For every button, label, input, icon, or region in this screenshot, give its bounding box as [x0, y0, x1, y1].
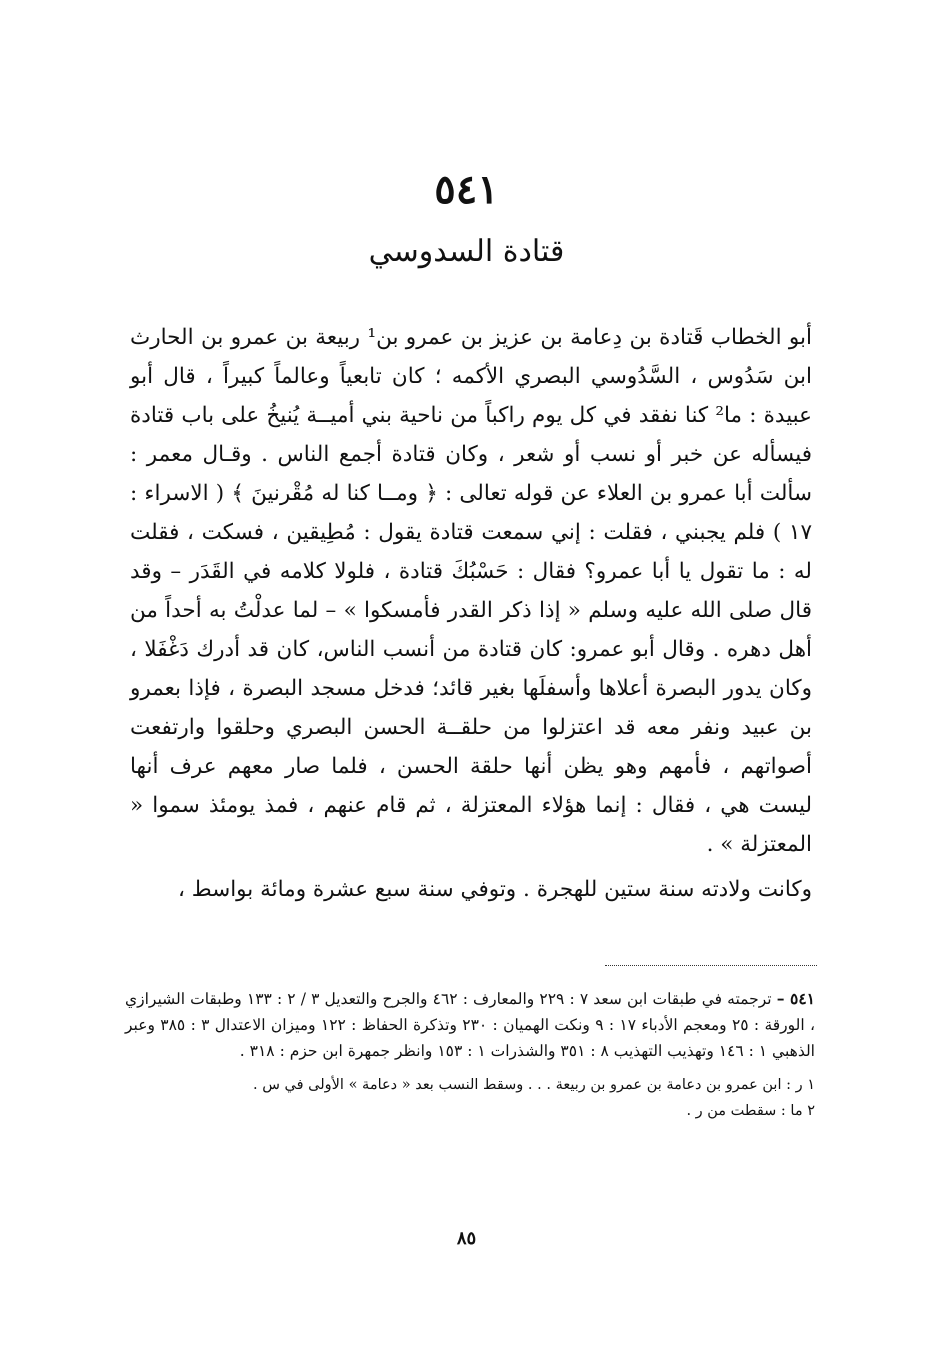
page-number: ٨٥ [456, 1228, 477, 1249]
biography-paragraph: أبو الخطاب قَتادة بن دِعامة بن عزيز بن عمرو بن¹ ربيعة بن عمرو بن الحارث ابن سَدُوس ، السَّدُوسي البصري الأكمه ؛ كان تابعياً وعالماً كبيراً ، قال أبو عبيدة : ما² كنا نفقد في كل يوم راكباً من ناحية بني أميــة يُنيخُ على باب قتادة فيسأله عن خبر أو نسب أو شعر ، وكان قتادة أجمع الناس . وقـال معمر : سألت أبا عمرو بن العلاء عن قوله تعالى : ﴿ ومــا كنا له مُقْرنينَ ﴾ ( الاسراء : ١٧ ) فلم يجبني ، فقلت : إني سمعت قتادة يقول : مُطِيقين ، فسكت ، فقلت له : ما تقول يا أبا عمرو؟ فقال : حَسْبُكَ قتادة ، فلولا كلامه في القَدَر – وقد قال صلى الله عليه وسلم « إذا ذكر القدر فأمسكوا » – لما عدلْتُ به أحداً من أهل دهره . وقال أبو عمرو: كان قتادة من أنسب الناس، كان قد أدرك دَغْفَلا ، وكان يدور البصرة أعلاها وأسفلَها بغير قائد؛ فدخل مسجد البصرة ، فإذا بعمرو بن عبيد ونفر معه قد اعتزلوا من حلقــة الحسن البصري وحلقوا وارتفعت أصواتهم ، فأمهم وهو يظن أنها حلقة الحسن ، فلما صار معهم عرف أنها ليست هي ، فقال : إنما هؤلاء المعتزلة ، ثم قام عنهم ، فمذ يومئذ سموا « المعتزلة » . [130, 325, 812, 857]
footnote-1: ١ ر : ابن عمرو بن دعامة بن عمرو بن ربيعة . . . وسقط النسب بعد « دعامة » الأولى في س . [253, 1077, 815, 1093]
footnote-divider [605, 965, 817, 966]
biography-paragraph-death: وكانت ولادته سنة ستين للهجرة . وتوفي سنة سبع عشرة ومائة بواسط ، [178, 877, 812, 902]
entry-title: قتادة السدوسي [368, 234, 565, 269]
biography-text [130, 318, 812, 909]
footnote-entry-number: ٥٤١ – [776, 989, 815, 1008]
footnote-sources [125, 986, 815, 1064]
entry-number: ٥٤١ [434, 166, 499, 213]
footnotes [125, 986, 815, 1124]
footnote-2: ٢ ما : سقطت من ر . [686, 1103, 815, 1119]
footnote-sources-text: ترجمته في طبقات ابن سعد ٧ : ٢٢٩ والمعارف : ٤٦٢ والجرح والتعديل ٣ / ٢ : ١٣٣ وطبقات الشيرازي ، الورقة : ٢٥ ومعجم الأدباء ١٧ : ٩ ونكت الهميان : ٢٣٠ وتذكرة الحفاظ : ١٢٢ وميزان الاعتدال ٣ : ٣٨٥ وعبر الذهبي ١ : ١٤٦ وتهذيب التهذيب ٨ : ٣٥١ والشذرات ١ : ١٥٣ وانظر جمهرة ابن حزم : ٣١٨ . [125, 990, 816, 1060]
